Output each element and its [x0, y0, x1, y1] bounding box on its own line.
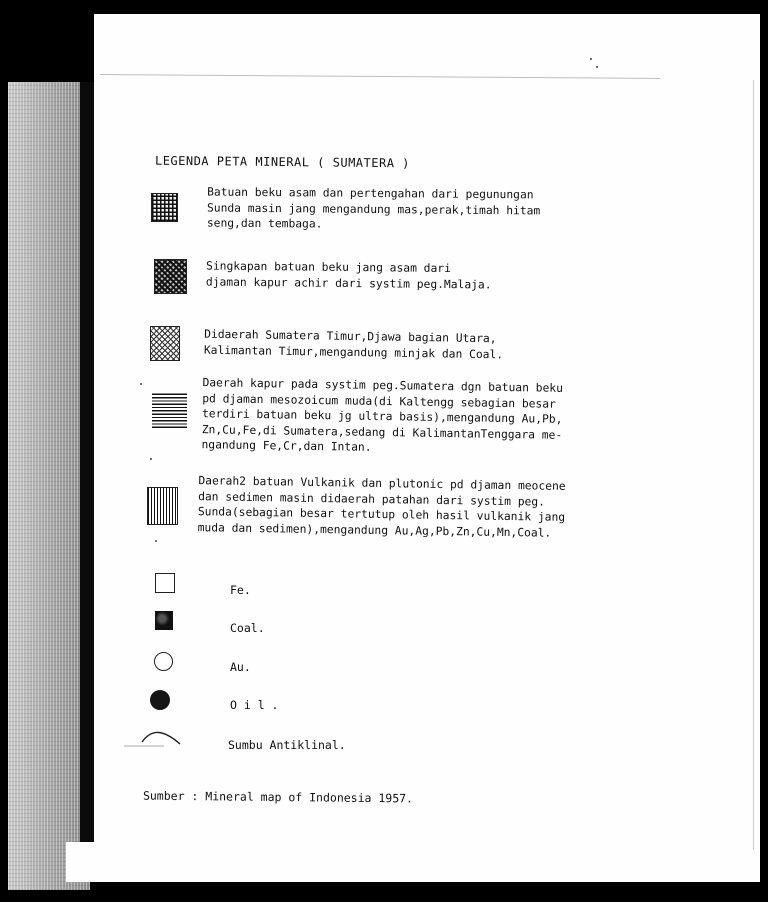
source-note: Sumber : Mineral map of Indonesia 1957.	[142, 788, 414, 806]
entry-line: Daerah2 batuan Vulkanik dan plutonic pd djaman meocene	[198, 474, 566, 493]
legend-entry-2	[206, 259, 492, 293]
legend-entry-4	[201, 375, 563, 458]
light-crosshatch-icon	[150, 326, 180, 361]
entry-line: terdiri batuan beku jg ultra basis),mengandung Au,Pb,	[201, 407, 563, 426]
symbol-label-anticline: Sumbu Antiklinal.	[228, 738, 346, 752]
entry-line: dan sedimen masin didaerah patahan dari systim peg.	[198, 489, 546, 509]
square-outline-icon	[155, 573, 175, 593]
symbol-label-au: Au.	[230, 660, 251, 674]
legend-title: LEGENDA PETA MINERAL ( SUMATERA )	[154, 153, 410, 171]
entry-line: djaman kapur achir dari systim peg.Malaja.	[205, 275, 492, 291]
legend-entry-3	[204, 327, 504, 363]
entry-line: Singkapan batuan beku jang asam dari	[206, 259, 452, 276]
wave-line-icon	[124, 724, 184, 750]
entry-line: muda dan sedimen),mengandung Au,Ag,Pb,Zn,Cu,Mn,Coal.	[197, 520, 552, 540]
binder-shadow	[80, 82, 94, 842]
dark-crosshatch-icon	[154, 259, 187, 294]
dense-grid-icon	[151, 193, 178, 222]
legend-entry-1	[207, 185, 541, 234]
entry-line: pd djaman mesozoicum muda(di Kaltengg sebagian besar	[202, 391, 556, 411]
binder-edge	[8, 82, 90, 890]
entry-line: Batuan beku asam dan pertengahan dari pegunungan	[207, 185, 534, 202]
vertical-lines-icon	[147, 487, 178, 525]
entry-line: seng,dan tembaga.	[206, 216, 323, 231]
circle-outline-icon	[154, 652, 173, 671]
horizontal-lines-icon	[152, 392, 187, 428]
entry-line: Sunda(sebagian besar tertutup oleh hasil vulkanik jang	[197, 505, 566, 524]
filled-square-icon	[155, 611, 173, 630]
entry-line: Didaerah Sumatera Timur,Djawa bagian Utara,	[204, 327, 497, 346]
entry-line: Sunda masin jang mengandung mas,perak,timah hitam	[206, 201, 541, 217]
paper-sheet-lower	[66, 842, 760, 882]
entry-line: Kalimantan Timur,mengandung minjak dan Coal.	[203, 343, 504, 361]
filled-circle-icon	[150, 690, 170, 710]
entry-line: ngandung Fe,Cr,dan Intan.	[201, 438, 372, 454]
entry-line: Daerah kapur pada systim peg.Sumatera dgn batuan beku	[202, 376, 564, 395]
entry-line: Zn,Cu,Fe,di Sumatera,sedang di KalimantanTenggara me-	[201, 422, 563, 442]
symbol-label-coal: Coal.	[230, 621, 265, 635]
symbol-label-fe: Fe.	[230, 583, 251, 597]
legend-entry-5	[198, 473, 566, 541]
symbol-label-oil: O i l .	[230, 698, 279, 712]
page-edge-line	[753, 80, 754, 850]
